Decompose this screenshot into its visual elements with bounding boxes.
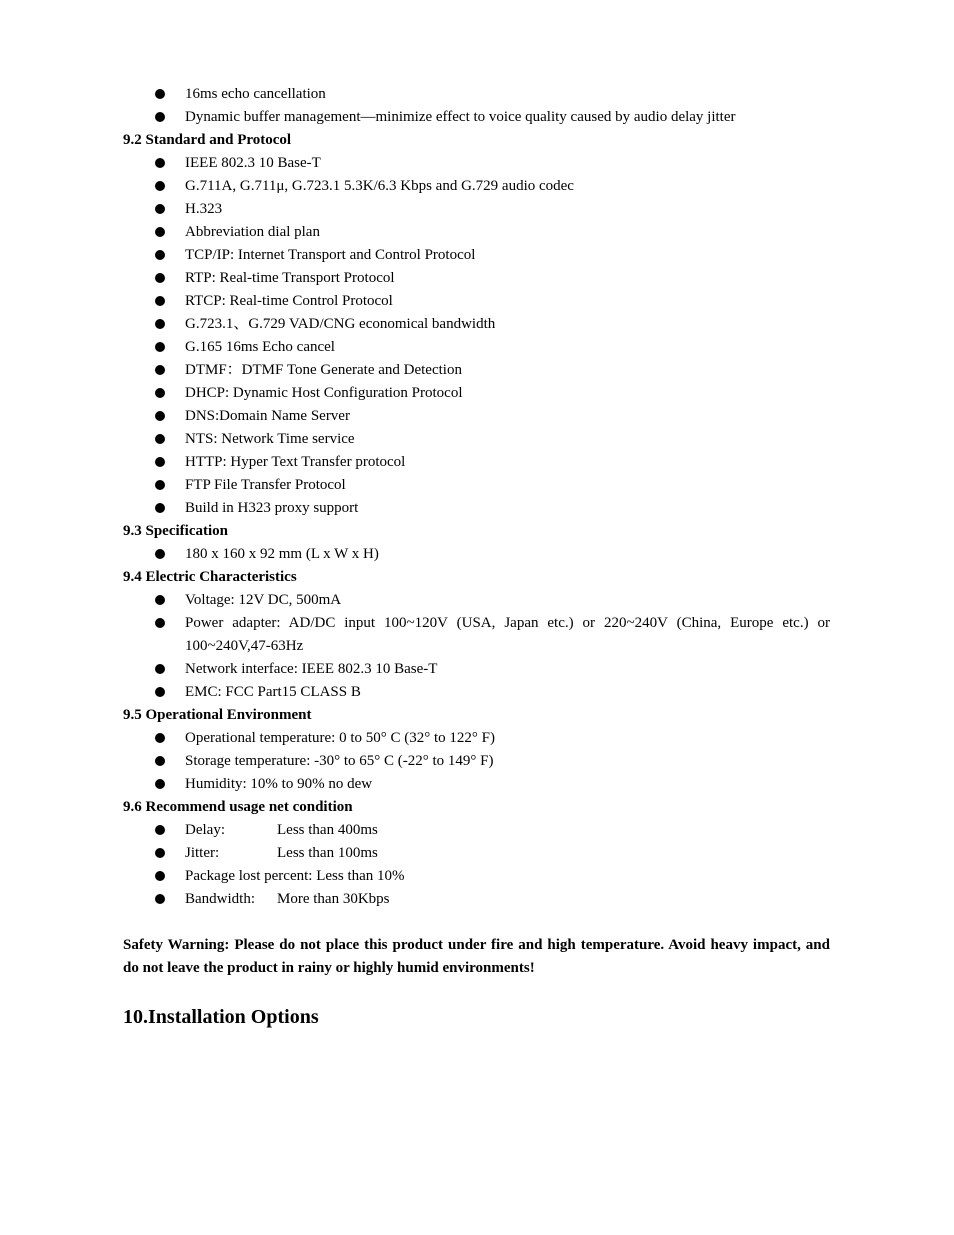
list-item: NTS: Network Time service	[123, 428, 830, 451]
list-item: DNS:Domain Name Server	[123, 405, 830, 428]
operational-environment-list	[123, 727, 830, 796]
section-heading-9-6: 9.6 Recommend usage net condition	[123, 799, 353, 815]
section-heading-9-5: 9.5 Operational Environment	[123, 707, 312, 723]
bullet-icon	[155, 411, 165, 421]
bullet-icon	[155, 112, 165, 122]
bullet-icon	[155, 365, 165, 375]
list-item: Operational temperature: 0 to 50° C (32° to 122° F)	[123, 727, 830, 750]
bandwidth-value: More than 30Kbps	[277, 891, 390, 907]
list-item: RTP: Real-time Transport Protocol	[123, 267, 830, 290]
bullet-icon	[155, 756, 165, 766]
list-item: Abbreviation dial plan	[123, 221, 830, 244]
list-item: TCP/IP: Internet Transport and Control Protocol	[123, 244, 830, 267]
list-item: Build in H323 proxy support	[123, 497, 830, 520]
electric-characteristics-list	[123, 589, 830, 704]
list-item: Power adapter: AD/DC input 100~120V (USA, Japan etc.) or 220~240V (China, Europe etc.) or 100~240V,47-63Hz	[123, 612, 830, 658]
bullet-icon	[155, 848, 165, 858]
bullet-icon	[155, 204, 165, 214]
bullet-icon	[155, 871, 165, 881]
list-item: EMC: FCC Part15 CLASS B	[123, 681, 830, 704]
bullet-icon	[155, 825, 165, 835]
standard-protocol-list	[123, 152, 830, 520]
bullet-icon	[155, 457, 165, 467]
list-item	[123, 888, 830, 911]
bullet-icon	[155, 618, 165, 628]
bullet-icon	[155, 181, 165, 191]
list-item	[123, 865, 830, 888]
net-condition-list	[123, 819, 830, 911]
list-item: DTMF：DTMF Tone Generate and Detection	[123, 359, 830, 382]
bullet-icon	[155, 319, 165, 329]
list-item: G.723.1、G.729 VAD/CNG economical bandwidth	[123, 313, 830, 336]
bullet-icon	[155, 342, 165, 352]
page-content	[123, 83, 830, 1050]
bullet-icon	[155, 388, 165, 398]
list-item: Network interface: IEEE 802.3 10 Base-T	[123, 658, 830, 681]
list-item: RTCP: Real-time Control Protocol	[123, 290, 830, 313]
bullet-icon	[155, 595, 165, 605]
bullet-icon	[155, 733, 165, 743]
bullet-icon	[155, 434, 165, 444]
bullet-icon	[155, 158, 165, 168]
list-item: Voltage: 12V DC, 500mA	[123, 589, 830, 612]
bandwidth-label: Bandwidth:	[185, 891, 255, 907]
list-item: 16ms echo cancellation	[123, 83, 830, 106]
jitter-label: Jitter:	[185, 845, 220, 861]
section-heading-9-3: 9.3 Specification	[123, 523, 228, 539]
bullet-icon	[155, 549, 165, 559]
list-item: IEEE 802.3 10 Base-T	[123, 152, 830, 175]
list-item: HTTP: Hyper Text Transfer protocol	[123, 451, 830, 474]
list-item	[123, 842, 830, 865]
bullet-icon	[155, 664, 165, 674]
delay-value: Less than 400ms	[277, 822, 378, 838]
bullet-icon	[155, 250, 165, 260]
bullet-icon	[155, 227, 165, 237]
bullet-icon	[155, 89, 165, 99]
safety-warning: Safety Warning: Please do not place this product under fire and high temperature. Avoid heavy impact, and do not leave the product in rainy or highly humid environments!	[123, 937, 830, 976]
list-item	[123, 819, 830, 842]
top-bullet-list	[123, 83, 830, 129]
list-item: G.165 16ms Echo cancel	[123, 336, 830, 359]
delay-label: Delay:	[185, 822, 225, 838]
bullet-icon	[155, 894, 165, 904]
list-item: H.323	[123, 198, 830, 221]
list-item: DHCP: Dynamic Host Configuration Protocol	[123, 382, 830, 405]
bullet-icon	[155, 296, 165, 306]
list-item: FTP File Transfer Protocol	[123, 474, 830, 497]
section-heading-9-2: 9.2 Standard and Protocol	[123, 132, 292, 148]
package-lost-text: Package lost percent: Less than 10%	[185, 868, 405, 884]
jitter-value: Less than 100ms	[277, 845, 378, 861]
section-heading-9-4: 9.4 Electric Characteristics	[123, 569, 297, 585]
list-item: 180 x 160 x 92 mm (L x W x H)	[123, 543, 830, 566]
list-item: Storage temperature: -30° to 65° C (-22° to 149° F)	[123, 750, 830, 773]
bullet-icon	[155, 687, 165, 697]
bullet-icon	[155, 480, 165, 490]
bullet-icon	[155, 273, 165, 283]
bullet-icon	[155, 503, 165, 513]
list-item: Humidity: 10% to 90% no dew	[123, 773, 830, 796]
specification-list	[123, 543, 830, 566]
list-item: Dynamic buffer management—minimize effect to voice quality caused by audio delay jitter	[123, 106, 830, 129]
bullet-icon	[155, 779, 165, 789]
chapter-heading: 10.Installation Options	[123, 1006, 319, 1028]
list-item: G.711A, G.711μ, G.723.1 5.3K/6.3 Kbps and G.729 audio codec	[123, 175, 830, 198]
